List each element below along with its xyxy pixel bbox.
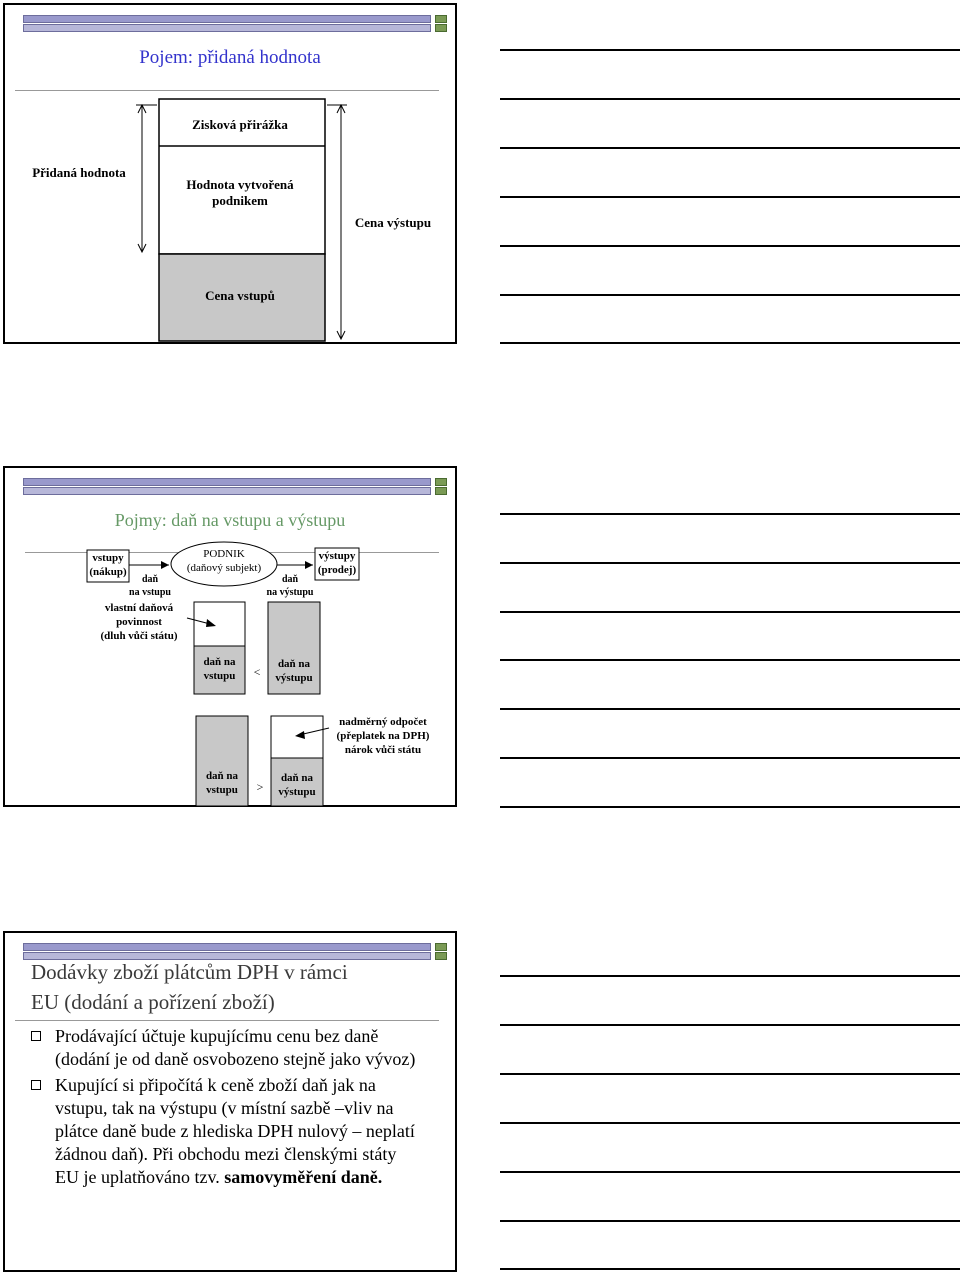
bullet-item: Prodávající účtuje kupujícímu cenu bez daně (dodání je od daně osvobozeno stejně jako vývoz): [31, 1025, 421, 1071]
bar-input-white: [194, 602, 245, 646]
label-added-value: Přidaná hodnota: [32, 165, 126, 180]
slide-3: [3, 931, 457, 1272]
title-rule: [15, 1020, 439, 1021]
label-company: PODNIK (daňový subjekt): [186, 548, 262, 574]
label-value-created: Hodnota vytvořená podnikem: [186, 177, 294, 209]
label-tax-output: daň na výstupu: [266, 574, 314, 598]
label-inputs: vstupy (nákup): [89, 552, 127, 578]
label-greater-than: >: [256, 780, 264, 794]
label-own-tax-liability: vlastní daňová povinnost (dluh vůči státu): [100, 602, 178, 642]
bullet-list: [31, 1025, 421, 1189]
label-input-price: Cena vstupů: [205, 288, 275, 303]
label-profit-margin: Zisková přirážka: [192, 117, 288, 132]
slide-title: Dodávky zboží plátcům DPH v rámci EU (dodání a pořízení zboží): [31, 960, 348, 1014]
slide-1: [3, 3, 457, 344]
label-tax-input: daň na vstupu: [129, 574, 171, 598]
label-outputs: výstupy (prodej): [317, 550, 357, 576]
bold-term: samovyměření daně.: [224, 1167, 383, 1187]
square-bullet-icon: [31, 1080, 41, 1090]
slide-header: [13, 939, 447, 955]
label-excess-deduction: nadměrný odpočet (přeplatek na DPH) nárok vůči státu: [336, 716, 430, 756]
label-box-tax-output-2: daň na výstupu: [278, 772, 316, 798]
slide-title: Pojmy: daň na vstupu a výstupu: [114, 510, 346, 530]
label-box-tax-output: daň na výstupu: [275, 658, 313, 684]
slide-title: Pojem: přidaná hodnota: [139, 47, 321, 68]
label-output-price: Cena výstupu: [354, 215, 432, 230]
label-box-tax-input-2: daň na vstupu: [205, 770, 239, 796]
label-less-than: <: [253, 665, 261, 679]
slide-2: [3, 466, 457, 807]
label-box-tax-input: daň na vstupu: [203, 656, 236, 682]
square-bullet-icon: [31, 1031, 41, 1041]
bullet-item: Kupující si připočítá k ceně zboží daň jak na vstupu, tak na výstupu (v místní sazbě –vliv na plátce daně bude z hlediska DPH nulový – neplatí žádnou daň). Při obchodu mezi členskými státy EU je uplatňováno tzv. samovyměření daně.: [31, 1074, 421, 1189]
bar-output2-white: [271, 716, 323, 758]
